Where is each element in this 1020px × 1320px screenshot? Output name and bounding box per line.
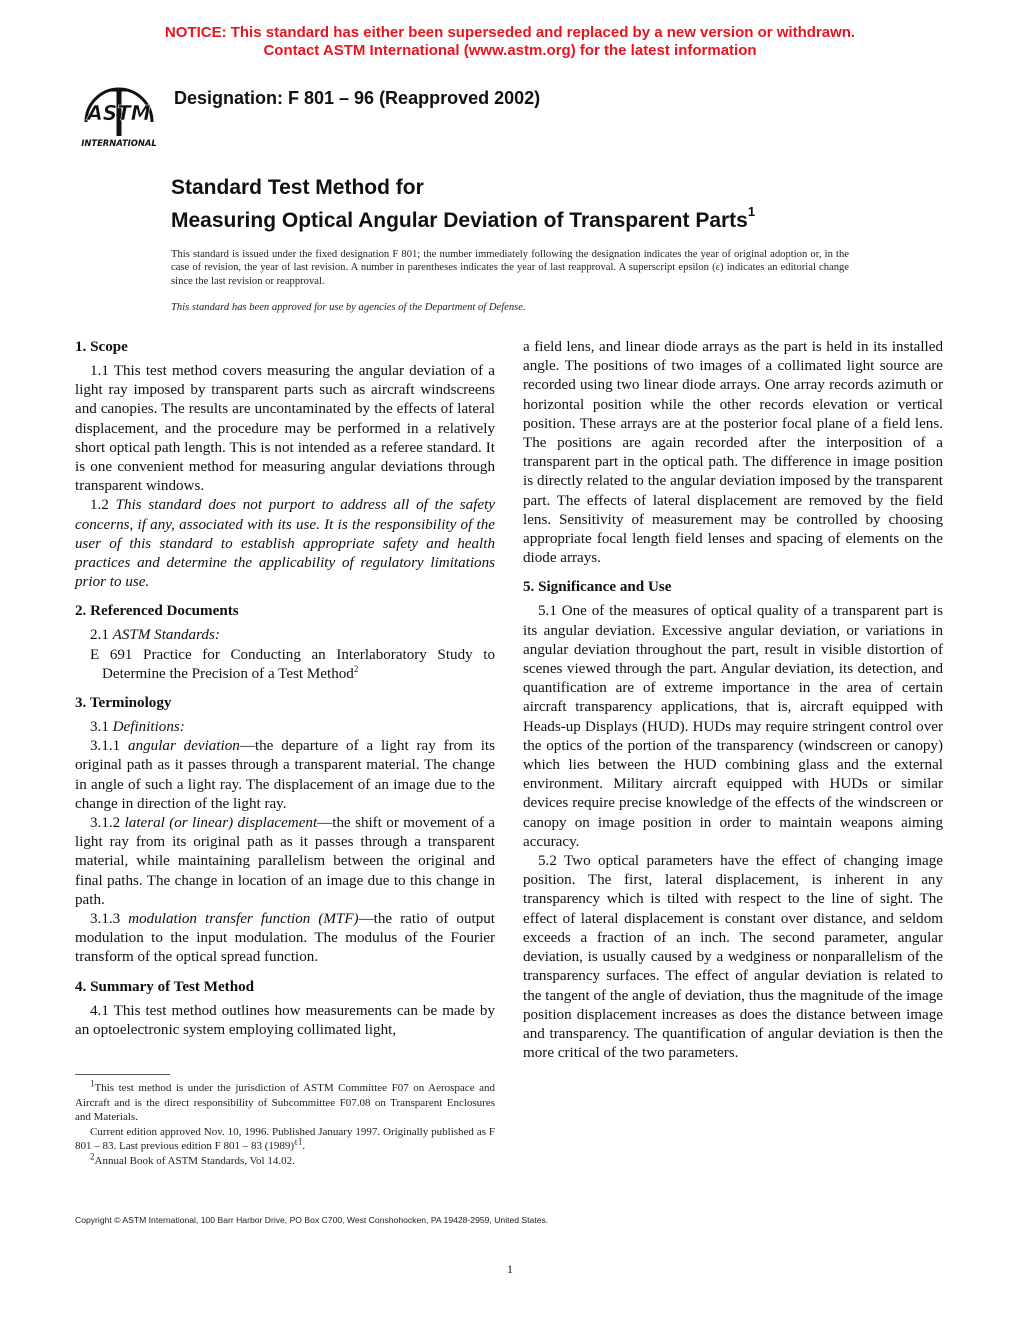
definition-3-1-1-text: —the departure of a light ray from its original path as it passes through a transparent material. The change in angle of such a light ray. The displacement of an image due to the change in direction of the light ray. [75, 738, 495, 812]
title-line-2-text: Measuring Optical Angular Deviation of Transparent Parts [171, 209, 748, 232]
footnote-1-mark: 1 [90, 1078, 95, 1089]
logo-letters: ASTM [87, 101, 151, 125]
definition-mtf [75, 910, 495, 968]
title-line-2 [171, 201, 755, 234]
footnotes [75, 1078, 495, 1169]
page-number: 1 [507, 1262, 513, 1276]
paragraph-1-1: 1.1 This test method covers measuring the angular deviation of a light ray imposed by transparent parts such as aircraft windscreens and canopies. The results are uncontaminated by the effects of lateral displacement, and the procedure may be performed in a relatively short optical path length. This is not intended as a referee standard. It is one convenient method for measuring angular deviations through transparent windows. [75, 363, 495, 495]
paragraph-4-1-continued: a field lens, and linear diode arrays as the part is held in its installed angle. The positions of two images of a collimated light source are recorded using two linear diode arrays. One array records azimuth or horizontal position while the other records elevation or vertical position. These arrays are at the posterior focal plane of a field lens. The positions are again recorded after the interposition of a transparent part in the optical path. The difference in image position is directly related to the angular deviation imposed by the transparent part. The effects of lateral displacement are removed by the field lens. Sensitivity of measurement may be controlled by choosing appropriate focal length field lenses and spacing of elements on the diode arrays. [523, 339, 943, 567]
footnote-1-edition-end: . [302, 1140, 306, 1153]
definition-3-1-2-text: —the shift or movement of a light ray from its original path as it passes through a transparent material, while maintaining parallelism between the original and final paths. The change in location of an image due to this change in path. [75, 815, 495, 908]
reference-e691-text: E 691 Practice for Conducting an Interlaboratory Study to Determine the Precision of a Test Method [90, 646, 495, 682]
footnote-1-edition [75, 1125, 495, 1154]
definition-3-1-3-text: —the ratio of output modulation to the input modulation. The modulus of the Fourier transform of the optical spread function. [75, 911, 495, 966]
footnote-1-edition-text: Current edition approved Nov. 10, 1996. Published January 1997. Originally published as F 801 – 83. Last previous edition F 801 – 83 (1989) [75, 1125, 495, 1153]
paragraph-5-2: 5.2 Two optical parameters have the effect of changing image position. The first, lateral displacement, is inherent in any transparency which is tilted with respect to the line of sight. The effect of lateral displacement is constant over distance, and seldom exceeds a fraction of an inch. The second parameter, angular deviation, is usually caused by a wedginess or nonparallelism of the transparency surfaces. The effect of angular deviation is related to the tangent of the angle of deviation, thus the magnitude of the image position displacement increases as does the distance between image and transparency. The quantification of angular deviation is then the more critical of the two parameters. [523, 853, 943, 1062]
paragraph-5-1: 5.1 One of the measures of optical quality of a transparent part is its angular deviation. Excessive angular deviation, or variations in angular deviation throughout the part, result in visible distortion of scenes viewed through the part. Angular deviation, its detection, and quantification are of extreme importance in the area of certain aircraft transparency applications, that is, aircraft equipped with Heads-up Displays (HUD). HUDs may require stringent control over the optics of the portion of the transparency (windscreen or canopy) which lies between the HUD combining glass and the external environment. Military aircraft equipped with HUDs or similar devices require precise knowledge of the effects of the windscreen or canopy on image position in order to maintain weapons aiming accuracy. [523, 603, 943, 850]
paragraph-2-1-number: 2.1 [90, 627, 109, 644]
notice-line-1: NOTICE: This standard has either been superseded and replaced by a new version or withdrawn. [164, 24, 856, 41]
copyright-line: Copyright © ASTM International, 100 Barr Harbor Drive, PO Box C700, West Conshohocken, PA 19428-2959, United States. [75, 1215, 549, 1225]
paragraph-2-1 [75, 626, 495, 645]
definition-3-1-3-number: 3.1.3 [90, 911, 121, 928]
left-column [75, 338, 495, 1040]
paragraph-3-1-text: Definitions: [112, 719, 185, 736]
astm-logo-icon [76, 78, 162, 150]
designation: Designation: F 801 – 96 (Reapproved 2002) [174, 88, 541, 108]
section-heading-referenced-documents: 2. Referenced Documents [75, 603, 239, 620]
footnote-1-edition-mark: ε1 [294, 1136, 303, 1147]
footnote-2 [75, 1151, 495, 1169]
definition-3-1-1-number: 3.1.1 [90, 738, 121, 755]
title-line-1: Standard Test Method for [171, 176, 424, 199]
logo-subtitle: INTERNATIONAL [81, 138, 157, 148]
paragraph-2-1-text: ASTM Standards: [112, 627, 220, 644]
dod-approval-note: This standard has been approved for use by agencies of the Department of Defense. [171, 302, 526, 313]
title-footnote-mark: 1 [747, 204, 756, 219]
paragraph-3-1-number: 3.1 [90, 719, 109, 736]
section-heading-summary: 4. Summary of Test Method [75, 978, 255, 995]
notice-banner [0, 24, 1020, 60]
paragraph-3-1 [75, 718, 495, 737]
section-heading-terminology: 3. Terminology [75, 695, 172, 712]
reference-footnote-mark: 2 [353, 663, 359, 674]
footnote-2-volume: , Vol 14.02. [244, 1154, 295, 1167]
paragraph-1-2 [75, 496, 495, 592]
definition-3-1-2-number: 3.1.2 [90, 815, 121, 832]
footnote-2-mark: 2 [90, 1151, 95, 1162]
definition-3-1-2-term: lateral (or linear) displacement [124, 815, 318, 832]
footnote-1-text: This test method is under the jurisdiction of ASTM Committee F07 on Aerospace and Aircraft and is the direct responsibility of Subcommittee F07.08 on Transparent Enclosures and Materials. [75, 1082, 495, 1124]
notice-line-2: Contact ASTM International (www.astm.org) for the latest information [263, 42, 757, 59]
footnote-1 [75, 1078, 495, 1125]
definition-3-1-3-term: modulation transfer function (MTF) [128, 911, 359, 928]
reference-e691 [75, 646, 495, 684]
definition-3-1-1-term: angular deviation [128, 738, 240, 755]
document-title [171, 174, 755, 234]
paragraph-1-2-text: This standard does not purport to address all of the safety concerns, if any, associated with its use. It is the responsibility of the user of this standard to establish appropriate safety and health practices and determine the applicability of regulatory limitations prior to use. [75, 497, 496, 591]
section-heading-significance: 5. Significance and Use [523, 579, 672, 596]
paragraph-4-1-start: 4.1 This test method outlines how measurements can be made by an optoelectronic system employing collimated light, [75, 1002, 495, 1038]
definition-lateral-displacement [75, 814, 495, 910]
footnote-2-title: Annual Book of ASTM Standards [94, 1154, 245, 1167]
right-column [523, 338, 943, 1063]
paragraph-1-2-number: 1.2 [90, 497, 109, 514]
issuance-note: This standard is issued under the fixed designation F 801; the number immediately following the designation indicates the year of original adoption or, in the case of revision, the year of last revision. A number in parentheses indicates the year of last reapproval. A superscript epsilon (ε) indicates an editorial change since the last revision or reapproval. [171, 249, 849, 287]
footnote-divider [75, 1074, 170, 1075]
definition-angular-deviation [75, 737, 495, 814]
section-heading-scope: 1. Scope [75, 339, 128, 355]
